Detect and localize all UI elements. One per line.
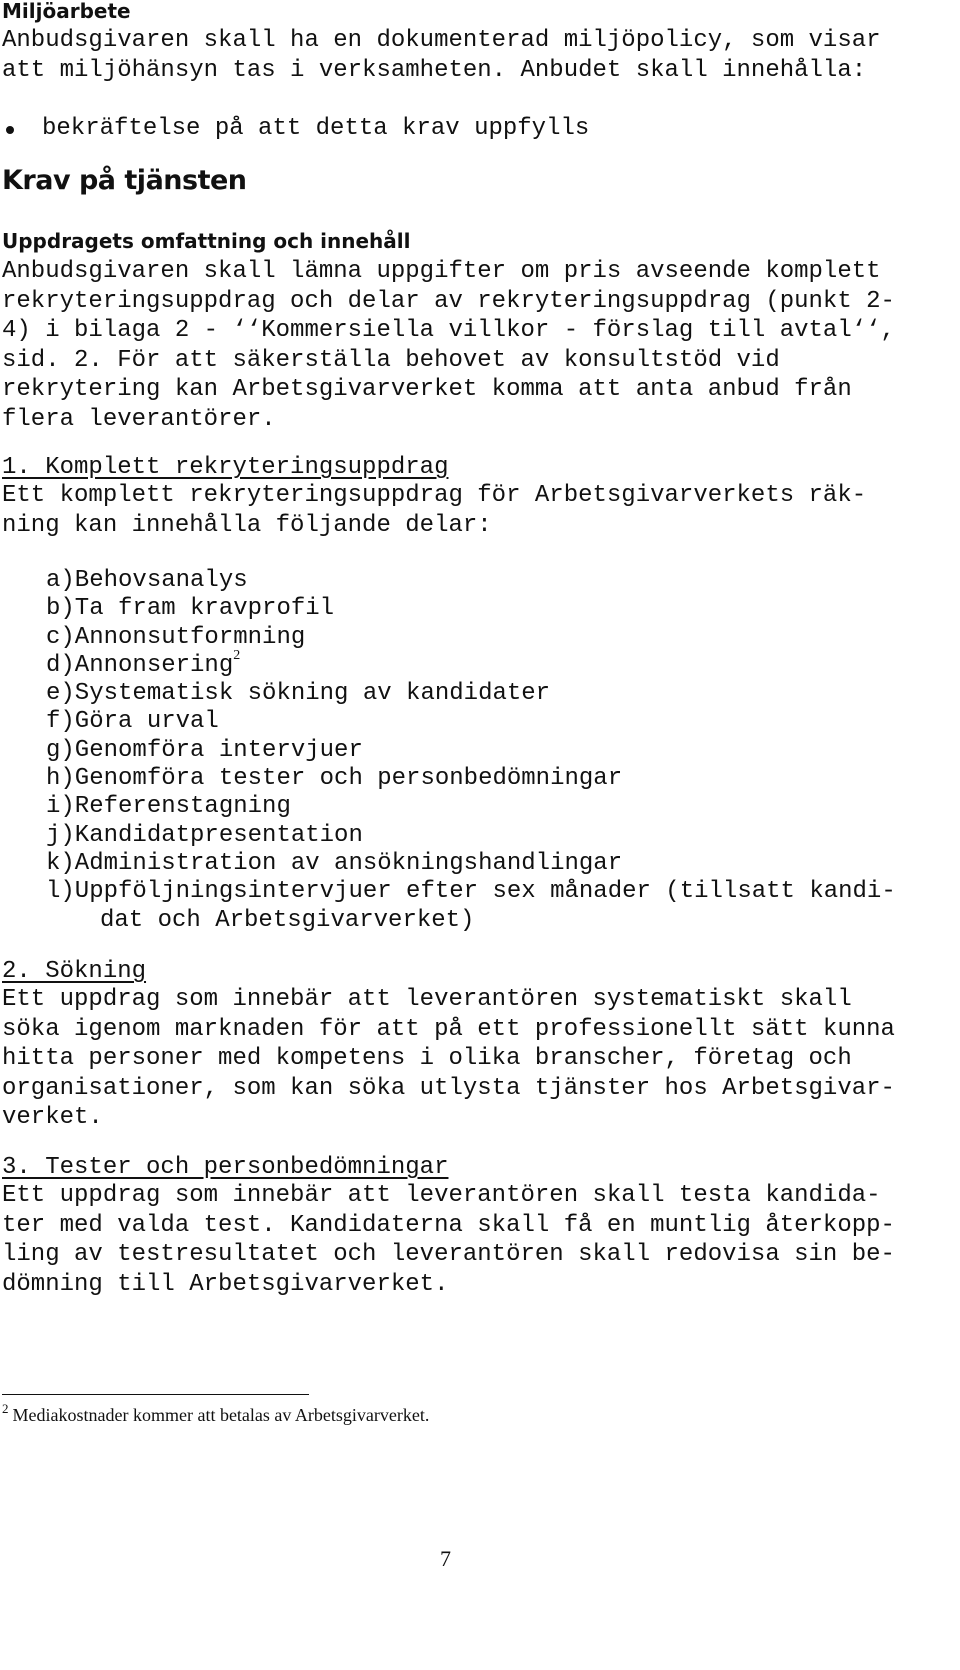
heading-uppdragets-omfattning: Uppdragets omfattning och innehåll bbox=[2, 229, 411, 253]
list-item: g)Genomföra intervjuer bbox=[46, 736, 363, 764]
section-3-title: 3. Tester och personbedömningar bbox=[2, 1154, 449, 1181]
list-item-continuation: dat och Arbetsgivarverket) bbox=[100, 906, 475, 934]
list-item-annonsering bbox=[46, 647, 946, 679]
list-item: c)Annonsutformning bbox=[46, 623, 306, 651]
bullet-item: bekräftelse på att detta krav uppfylls bbox=[42, 115, 590, 142]
page-number: 7 bbox=[440, 1546, 451, 1571]
paragraph-uppdrag: Anbudsgivaren skall lämna uppgifter om pris avseende komplett rekryteringsuppdrag och delar av rekryteringsuppdrag (punkt 2- 4) i bilaga 2 - ‘‘Kommersiella villkor - förslag till avtal‘‘, sid. 2. För att säkerställa behovet av konsultstöd vid rekrytering kan Arbetsgivarverket komma att anta anbud från flera leverantörer. bbox=[2, 258, 895, 433]
paragraph-section-1: Ett komplett rekryteringsuppdrag för Arbetsgivarverkets räk- ning kan innehålla följande delar: bbox=[2, 482, 867, 539]
paragraph-section-2: Ett uppdrag som innebär att leverantören systematiskt skall söka igenom marknaden för att på ett professionellt sätt kunna hitta personer med kompetens i olika branscher, företag och organisationer, som kan söka utlysta tjänster hos Arbetsgivar- verket. bbox=[2, 986, 895, 1131]
list-item: f)Göra urval bbox=[46, 708, 219, 736]
list-item: j)Kandidatpresentation bbox=[46, 821, 363, 849]
list-item-label: d)Annonsering bbox=[46, 651, 234, 679]
footnote-reference: 2 bbox=[233, 647, 241, 663]
list-item: e)Systematisk sökning av kandidater bbox=[46, 680, 551, 708]
bullet-dot-icon bbox=[6, 126, 14, 134]
list-item: l)Uppföljningsintervjuer efter sex månader (tillsatt kandi- bbox=[46, 878, 896, 906]
section-1-title: 1. Komplett rekryteringsuppdrag bbox=[2, 454, 449, 481]
heading-krav-pa-tjansten: Krav på tjänsten bbox=[2, 165, 247, 196]
footnote-number: 2 bbox=[2, 1401, 9, 1416]
paragraph-miljo: Anbudsgivaren skall ha en dokumenterad miljöpolicy, som visar att miljöhänsyn tas i verksamheten. Anbudet skall innehålla: bbox=[2, 27, 881, 84]
heading-miljoarbete: Miljöarbete bbox=[2, 0, 131, 23]
footnote-separator bbox=[2, 1394, 309, 1395]
list-item: k)Administration av ansökningshandlingar bbox=[46, 849, 623, 877]
list-item: h)Genomföra tester och personbedömningar bbox=[46, 765, 623, 793]
section-2-title: 2. Sökning bbox=[2, 958, 147, 985]
task-list bbox=[46, 566, 946, 934]
list-item: a)Behovsanalys bbox=[46, 567, 248, 594]
list-item: b)Ta fram kravprofil bbox=[46, 595, 335, 623]
footnote bbox=[2, 1401, 430, 1426]
list-item: i)Referenstagning bbox=[46, 793, 291, 821]
paragraph-section-3: Ett uppdrag som innebär att leverantören skall testa kandida- ter med valda test. Kandidaterna skall få en muntlig återkopp- ling av testresultatet och leverantören skall redovisa sin be- dömning till Arbetsgivarverket. bbox=[2, 1182, 895, 1298]
footnote-text: Mediakostnader kommer att betalas av Arbetsgivarverket. bbox=[12, 1405, 430, 1425]
